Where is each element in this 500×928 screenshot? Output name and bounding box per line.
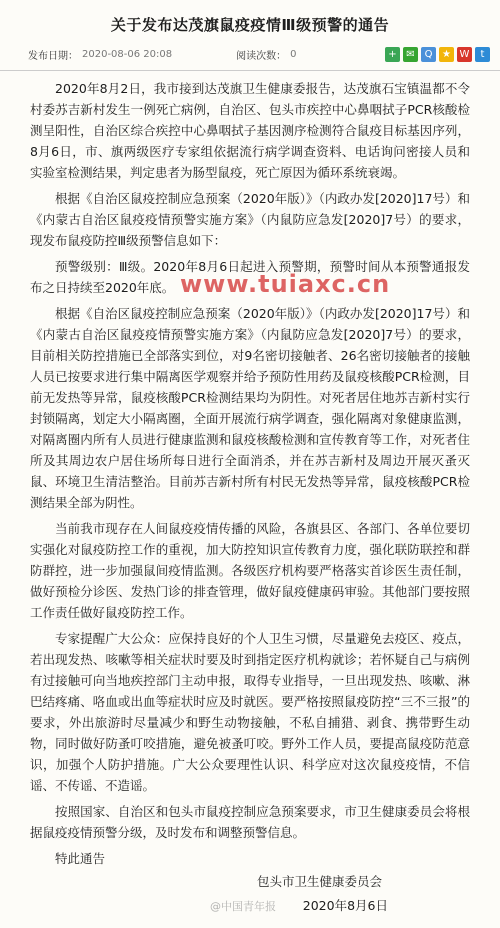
paragraph-5: 当前我市现存在人间鼠疫疫情传播的风险，各旗县区、各部门、各单位要切实强化对鼠疫防控工作的重视，加大防控知识宣传教育力度，强化联防联控和群防群控，进一步加强鼠间疫情监测。各级医疗机构要严格落实首诊医生责任制，做好预检分诊医、发热门诊的排查管理，做好鼠疫健康码审验。其他部门要按照工作责任做好鼠疫防控工作。 [30,521,470,620]
weibo-icon[interactable]: W [457,47,472,62]
publish-date: 2020-08-06 20:08 [82,48,173,60]
paragraph-7: 按照国家、自治区和包头市鼠疫控制应急预案要求，市卫生健康委员会将根据鼠疫疫情预警分级，及时发布和调整预警信息。 [30,804,470,840]
signature: 包头市卫生健康委员会 [256,874,382,889]
qq-icon[interactable]: Q [421,47,436,62]
wechat-icon[interactable]: ✉ [403,47,418,62]
views-label: 阅读次数： [236,50,287,62]
meta-bar [28,42,490,66]
qzone-icon[interactable]: ★ [439,47,454,62]
signature-date: 2020年8月6日 [302,898,388,913]
paragraph-2: 根据《自治区鼠疫控制应急预案（2020年版）》（内政办发[2020]17号）和《内蒙古自治区鼠疫疫情预警实施方案》（内鼠防应急发[2020]7号）的要求，现发布鼠疫防控Ⅲ级预警信息如下： [30,191,470,248]
divider [0,70,500,71]
site-watermark: www.tuiaxc.cn [180,270,391,298]
closing-text: 特此通告 [55,851,106,866]
paragraph-6: 专家提醒广大公众：应保持良好的个人卫生习惯，尽量避免去疫区、疫点，若出现发热、咳嗽等相关症状时要及时到指定医疗机构就诊；若怀疑自己与病例有过接触可向当地疾控部门主动申报，取得专业指导，一旦出现发热、咳嗽、淋巴结疼痛、咯血或出血等症状时应及时就医。要严格按照鼠疫防控“三不三报”的要求，外出旅游时尽量减少和野生动物接触，不私自捕猎、剥食、携带野生动物，同时做好防蚤叮咬措施，避免被蚤叮咬。野外工作人员，要提高鼠疫防范意识，加强个人防护措施。广大公众要理性认识、科学应对这次鼠疫疫情，不信谣、不传谣、不造谣。 [30,631,470,793]
paragraph-1: 2020年8月2日，我市接到达茂旗卫生健康委报告，达茂旗石宝镇温都不令村委苏吉新村发生一例死亡病例，自治区、包头市疾控中心鼻咽拭子PCR核酸检测呈阳性，自治区综合疾控中心鼻咽拭子基因测序检测符合鼠疫目标基因序列，8月6日，市、旗两级医疗专家组依据流行病学调查资料、电话询问密接人员和实验室检测结果，判定患者为肠型鼠疫，死亡原因为循环系统衰竭。 [30,81,470,180]
paragraph-3: 预警级别：Ⅲ级。2020年8月6日起进入预警期，预警时间从本预警通报发布之日持续至2020年底。 [30,259,470,295]
tencent-weibo-icon[interactable]: t [475,47,490,62]
share-bar [385,47,490,62]
notice-body [30,78,470,874]
plus-icon[interactable]: + [385,47,400,62]
paragraph-4: 根据《自治区鼠疫控制应急预案（2020年版）》（内政办发[2020]17号）和《内蒙古自治区鼠疫疫情预警实施方案》（内鼠防应急发[2020]7号）的要求，目前相关防控措施已全部落实到位，对9名密切接触者、26名密切接触者的接触人员已按要求进行集中隔离医学观察并给予预防性用药及鼠疫核酸PCR检测，目前无发热等异常，鼠疫核酸PCR检测结果均为阴性。对死者居住地苏吉新村实行封锁隔离，划定大小隔离圈，全面开展流行病学调查，强化隔离对象健康监测，对隔离圈内所有人员进行健康监测和鼠疫核酸检测和宣传教育等工作，对死者住所及其周边农户居住场所每日进行全面消杀，并在苏吉新村及周边开展灭蚤灭鼠、环境卫生清洁整治。目前苏吉新村所有村民无发热等异常，鼠疫核酸PCR检测结果全部为阴性。 [30,306,470,510]
source-watermark: @中国青年报 [210,900,276,913]
page-title: 关于发布达茂旗鼠疫疫情Ⅲ级预警的通告 [110,16,390,34]
publish-date-label: 发布日期： [28,50,78,62]
views-count: 0 [290,48,297,60]
